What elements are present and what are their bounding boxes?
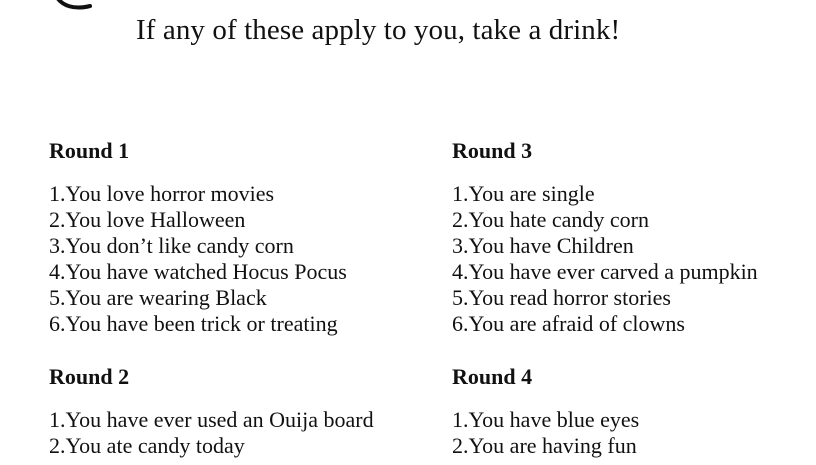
round-2-section: [49, 364, 409, 459]
list-item: 1.You are single: [452, 181, 595, 206]
round-1-title: Round 1: [49, 138, 130, 163]
round-1-list: [49, 181, 409, 337]
round-2-title: Round 2: [49, 364, 130, 389]
round-4-list: [452, 407, 812, 459]
list-item: 5.You read horror stories: [452, 285, 671, 310]
round-2-list: [49, 407, 409, 459]
list-item: 3.You have Children: [452, 233, 634, 258]
list-item: 1.You love horror movies: [49, 181, 275, 206]
list-item: 2.You hate candy corn: [452, 207, 649, 232]
page-subtitle: If any of these apply to you, take a drink!: [136, 14, 621, 46]
list-item: 3.You don’t like candy corn: [49, 233, 294, 258]
round-4-section: [452, 364, 812, 459]
list-item: 6.You are afraid of clowns: [452, 311, 685, 336]
list-item: 2.You love Halloween: [49, 207, 246, 232]
list-item: 5.You are wearing Black: [49, 285, 267, 310]
list-item: 4.You have watched Hocus Pocus: [49, 259, 347, 284]
round-1-section: [49, 138, 409, 337]
list-item: 1.You have ever used an Ouija board: [49, 407, 374, 432]
round-3-section: [452, 138, 812, 337]
list-item: 4.You have ever carved a pumpkin: [452, 259, 758, 284]
decorative-swoosh: [52, 0, 94, 14]
round-3-list: [452, 181, 812, 337]
list-item: 2.You are having fun: [452, 433, 637, 458]
list-item: 2.You ate candy today: [49, 433, 245, 458]
list-item: 1.You have blue eyes: [452, 407, 640, 432]
list-item: 6.You have been trick or treating: [49, 311, 338, 336]
round-3-title: Round 3: [452, 138, 533, 163]
round-4-title: Round 4: [452, 364, 533, 389]
